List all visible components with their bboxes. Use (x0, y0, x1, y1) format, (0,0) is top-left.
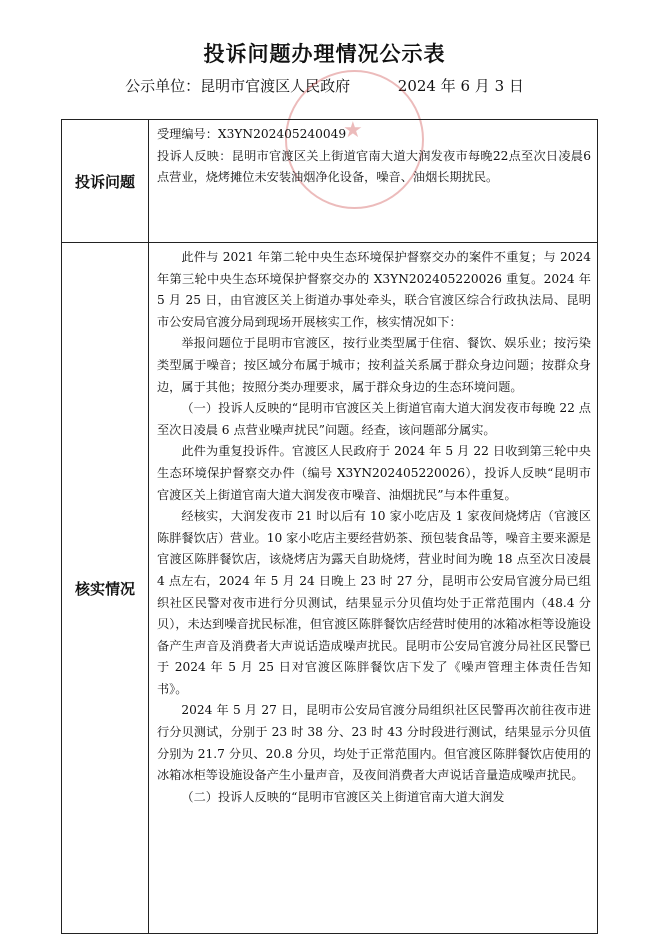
verification-row (62, 243, 598, 934)
complaint-content (149, 120, 598, 243)
case-number: 受理编号：X3YN202405240049 (157, 127, 347, 141)
verification-paragraph: 举报问题位于昆明市官渡区，按行业类型属于住宿、餐饮、娱乐业；按污染类型属于噪音；按区域分布属于城市；按利益关系属于群众身边问题；按群众身边，属于其他；按照分类办理要求，属于群众身边的生态环境问题。 (157, 336, 591, 394)
seal-star-icon: ★ (343, 118, 363, 143)
document-title: 投诉问题办理情况公示表 (203, 41, 446, 66)
complaint-text: 投诉人反映：昆明市官渡区关上街道官南大道大润发夜市每晚22点至次日凌晨6点营业，烧烤摊位未安装油烟净化设备，噪音、油烟长期扰民。 (157, 148, 591, 185)
complaint-label: 投诉问题 (62, 120, 149, 243)
verification-paragraph: 此件与 2021 年第二轮中央生态环境保护督察交办的案件不重复；与 2024 年第三轮中央生态环境保护督察交办的 X3YN202405220026 重复。2024 年 5 月 25 日，由官渡区关上街道办事处牵头，联合官渡区综合行政执法局、昆明市公安局官渡分局到现场开展核实工作，核实情况如下： (157, 250, 591, 329)
document-subtitle: 公示单位：昆明市官渡区人民政府 2024 年 6 月 3 日 (125, 77, 524, 95)
verification-paragraph: （一）投诉人反映的“昆明市官渡区关上街道官南大道大润发夜市每晚 22 点至次日凌晨 6 点营业噪声扰民”问题。经查，该问题部分属实。 (157, 401, 591, 437)
verification-paragraph: 此件为重复投诉件。官渡区人民政府于 2024 年 5 月 22 日收到第三轮中央生态环境保护督察交办件（编号 X3YN202405220026），投诉人反映“昆明市官渡区关上街道官南大道大润发夜市噪音、油烟扰民”与本件重复。 (157, 444, 591, 502)
verification-paragraph: 2024 年 5 月 27 日，昆明市公安局官渡分局组织社区民警再次前往夜市进行分贝测试，分别于 23 时 38 分、23 时 43 分时段进行测试，结果显示分贝值分别为 21.7 分贝、20.8 分贝，均处于正常范围内。但官渡区陈胖餐饮店使用的冰箱冰柜等设施设备产生小量声音，及夜间消费者大声说话音量造成噪声扰民。 (157, 703, 591, 783)
verification-content (149, 243, 598, 934)
complaint-row (62, 120, 598, 243)
verification-label: 核实情况 (62, 243, 149, 934)
verification-paragraph: 经核实，大润发夜市 21 时以后有 10 家小吃店及 1 家夜间烧烤店（官渡区陈胖餐饮店）营业。10 家小吃店主要经营奶茶、预包装食品等，噪音主要来源是官渡区陈胖餐饮店，该烧烤店为露天自助烧烤，营业时间为晚 18 点至次日凌晨 4 点左右，2024 年 5 月 24 日晚上 23 时 27 分，昆明市公安局官渡分局已组织社区民警对夜市进行分贝测试，结果显示分贝值均处于正常范围内（48.4 分贝），未达到噪音扰民标准，但官渡区陈胖餐饮店经营时使用的冰箱冰柜等设施设备产生声音及消费者大声说话造成噪声扰民。昆明市公安局官渡分局社区民警已于 2024 年 5 月 25 日对官渡区陈胖餐饮店下发了《噪声管理主体责任告知书》。 (157, 509, 591, 696)
complaint-table (61, 119, 598, 934)
verification-paragraph: （二）投诉人反映的“昆明市官渡区关上街道官南大道大润发 (181, 789, 505, 804)
